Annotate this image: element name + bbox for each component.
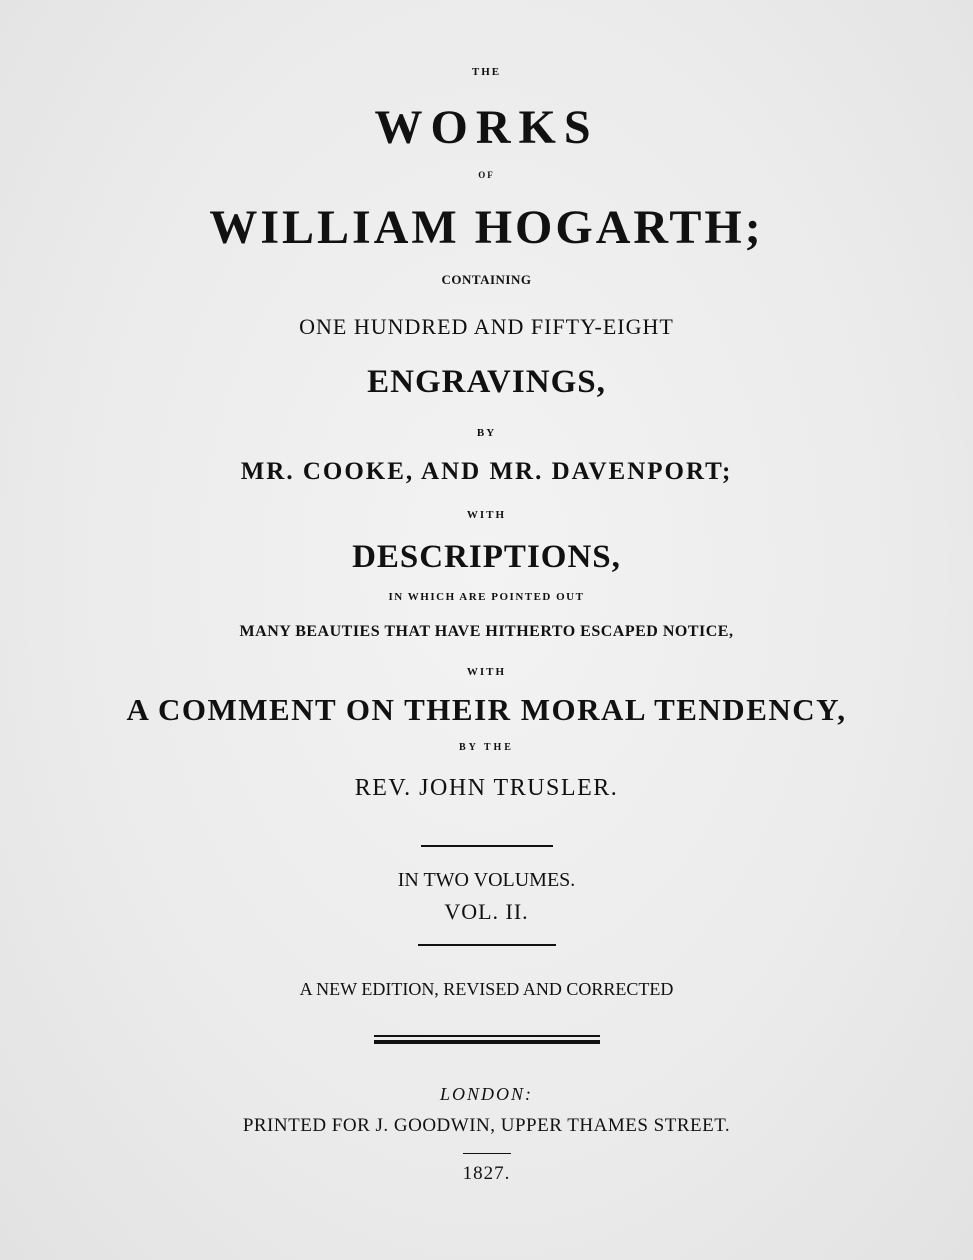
publication-year: 1827. <box>462 1163 511 1184</box>
the-label: THE <box>471 66 502 78</box>
double-rule-bottom <box>374 1040 600 1044</box>
engraving-count: ONE HUNDRED AND FIFTY-EIGHT <box>299 314 674 339</box>
pointed-out-label: IN WHICH ARE POINTED OUT <box>388 591 585 603</box>
engravers: MR. COOKE, AND MR. DAVENPORT; <box>240 458 733 485</box>
by-the-label: BY THE <box>459 742 514 753</box>
comment-heading: A COMMENT ON THEIR MORAL TENDENCY, <box>126 692 847 727</box>
works-heading: WORKS <box>374 101 599 154</box>
containing-label: CONTAINING <box>441 272 532 287</box>
divider-rule-1 <box>421 845 553 847</box>
beauties-line: MANY BEAUTIES THAT HAVE HITHERTO ESCAPED NOTICE, <box>239 623 734 640</box>
double-rule-top <box>374 1035 600 1037</box>
by-label: BY <box>476 427 497 439</box>
author-heading: WILLIAM HOGARTH; <box>209 201 764 254</box>
short-rule <box>463 1153 511 1154</box>
engravings-heading: ENGRAVINGS, <box>367 364 606 400</box>
with-label-1: WITH <box>466 509 507 521</box>
with-label-2: WITH <box>466 666 507 678</box>
printer-line: PRINTED FOR J. GOODWIN, UPPER THAMES STREET. <box>242 1115 731 1136</box>
volumes-line: IN TWO VOLUMES. <box>397 869 576 891</box>
volume-number: VOL. II. <box>444 899 529 924</box>
place-of-publication: LONDON: <box>439 1084 533 1104</box>
commentator: REV. JOHN TRUSLER. <box>354 775 619 801</box>
of-label: OF <box>478 170 495 180</box>
descriptions-heading: DESCRIPTIONS, <box>352 539 621 575</box>
edition-line: A NEW EDITION, REVISED AND CORRECTED <box>299 979 674 999</box>
divider-rule-2 <box>418 944 556 946</box>
